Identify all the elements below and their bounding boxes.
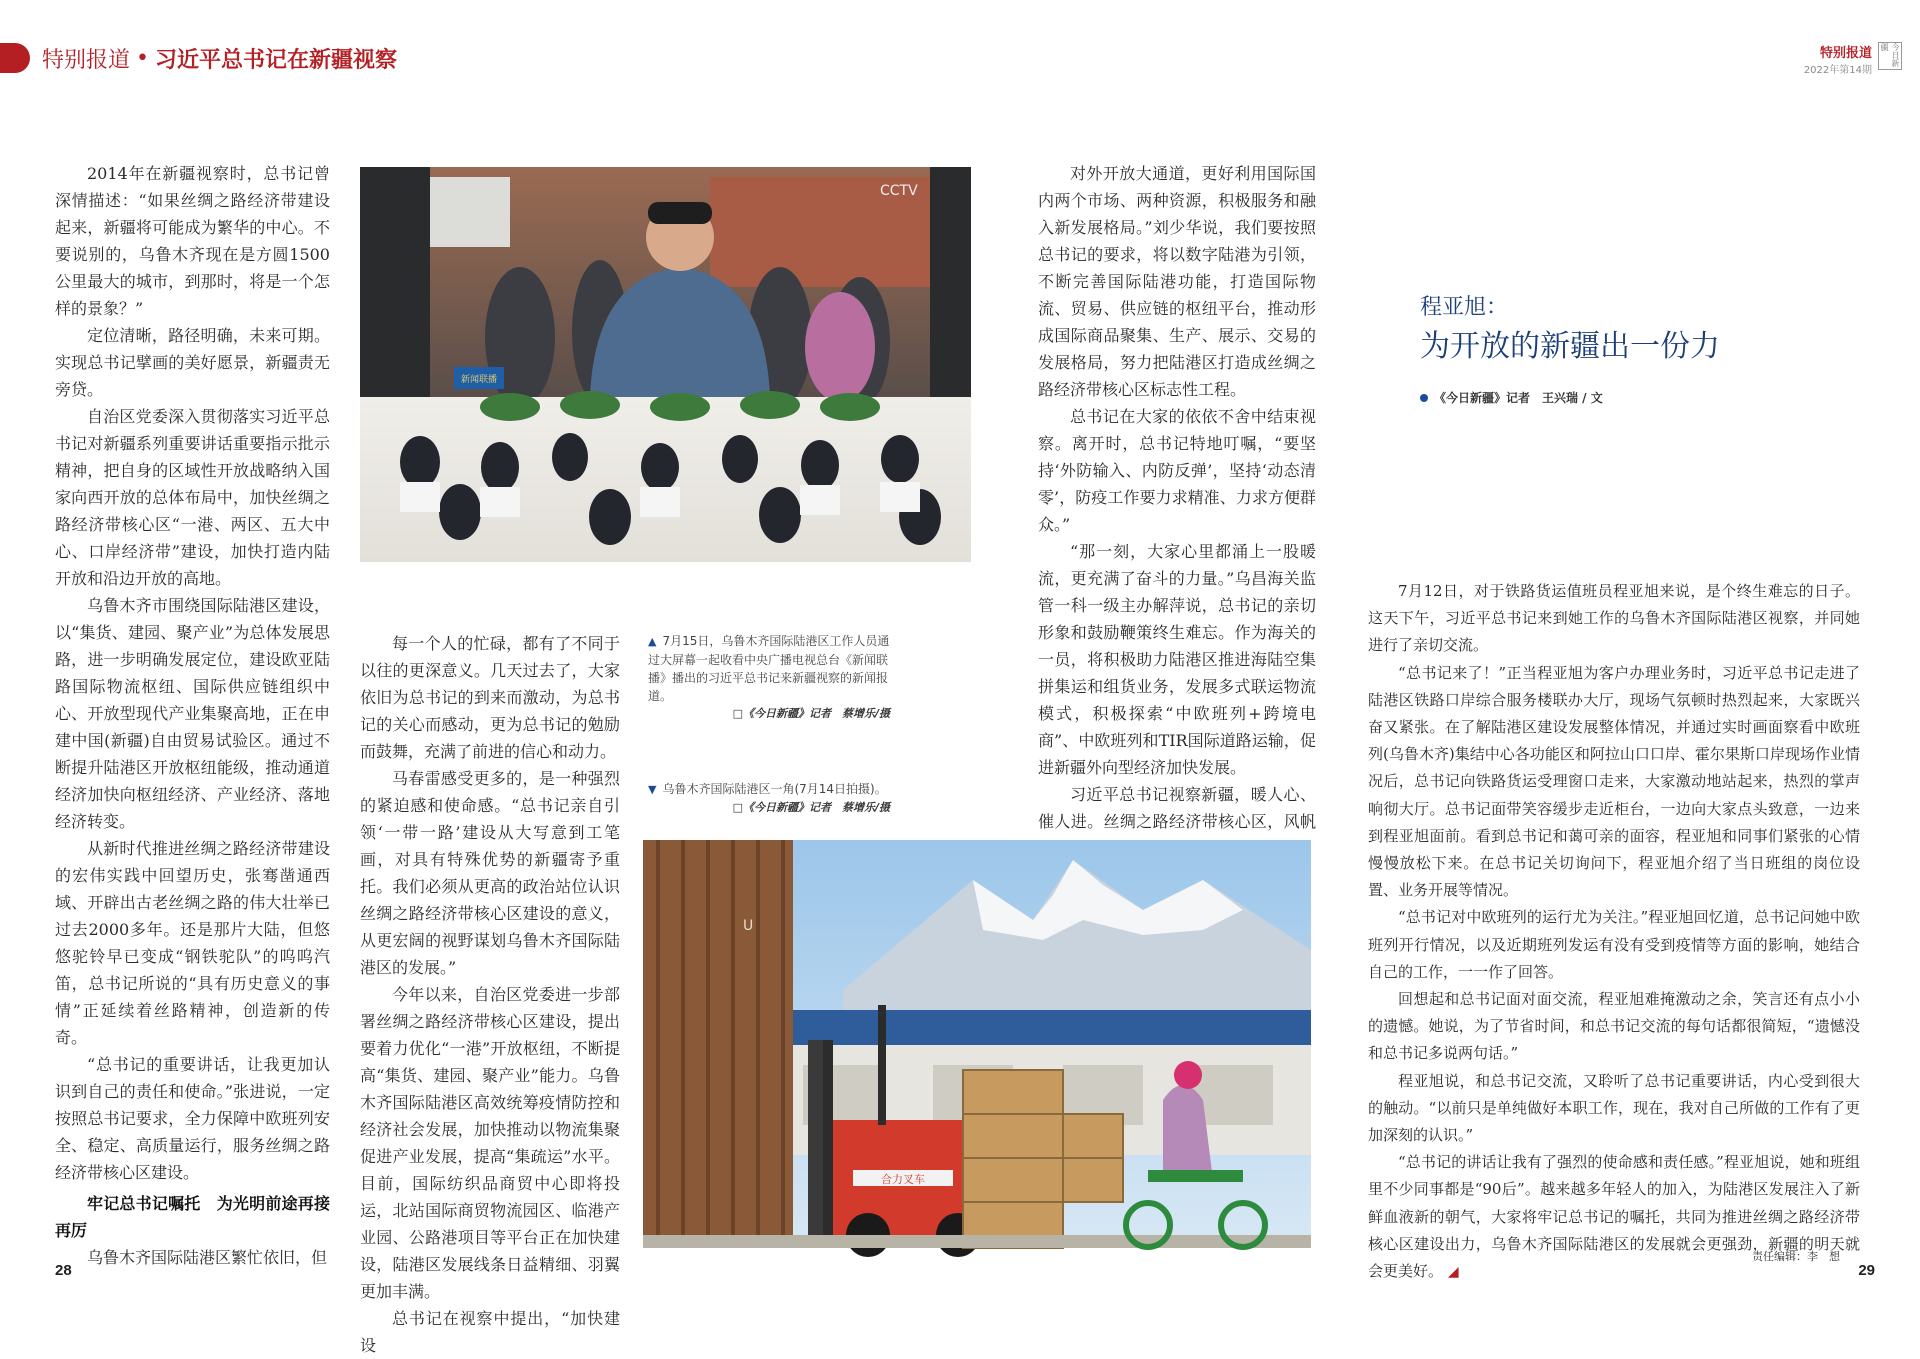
article-column-2 xyxy=(360,630,620,1355)
photo-credit: □《今日新疆》记者 蔡增乐/摄 xyxy=(732,707,890,720)
section-label: 特别报道 xyxy=(42,47,131,73)
paragraph: 马春雷感受更多的，是一种强烈的紧迫感和使命感。“总书记亲自引领‘一带一路’建设从大写意到工笔画，对具有特殊优势的新疆寄予重托。我们必须从更高的政治站位认识丝绸之路经济带核心区建设的意义，从更宏阔的视野谋划乌鲁木齐国际陆港区的发展。” xyxy=(360,769,620,977)
photo-credit: □《今日新疆》记者 蔡增乐/摄 xyxy=(732,801,890,814)
article-subhead: 牢记总书记嘱托 为光明前途再接再厉 xyxy=(55,1194,330,1240)
paragraph: 自治区党委深入贯彻落实习近平总书记对新疆系列重要讲话重要指示批示精神，把自身的区域性开放战略纳入国家向西开放的总体布局中，加快丝绸之路经济带核心区“一港、两区、五大中心、口岸经济带”建设，加快打造内陆开放和沿边开放的高地。 xyxy=(55,407,330,588)
article-column-3 xyxy=(1038,160,1316,831)
paragraph: 总书记在大家的依依不舍中结束视察。离开时，总书记特地叮嘱，“要坚持‘外防输入、内防反弹’，坚持‘动态清零’，防疫工作要力求精准、力求方便群众。” xyxy=(1038,407,1316,534)
bullet-dot-icon xyxy=(1420,394,1428,402)
triangle-down-icon: ▼ xyxy=(648,783,657,796)
caption-text: 7月15日，乌鲁木齐国际陆港区工作人员通过大屏幕一起收看中央广播电视总台《新闻联播》播出的习近平总书记来新疆视察的新闻报道。 xyxy=(648,634,890,703)
paragraph: 乌鲁木齐国际陆港区繁忙依旧，但 xyxy=(87,1248,328,1267)
header-right xyxy=(1804,42,1902,76)
photo-container-yard xyxy=(643,840,1311,1248)
feature-heading xyxy=(1420,290,1820,406)
magazine-logo-text: 今日新疆 xyxy=(1880,43,1900,67)
byline xyxy=(1420,389,1820,406)
feature-person-name: 程亚旭： xyxy=(1420,295,1509,320)
end-mark-icon: ◢ xyxy=(1443,1264,1459,1281)
paragraph: 从新时代推进丝绸之路经济带建设的宏伟实践中回望历史，张骞凿通西域、开辟出古老丝绸之路的伟大壮举已过去2000多年。还是那片大陆，但悠悠驼铃早已变成“钢铁驼队”的呜呜汽笛，总书记所说的“具有历史意义的事情”正延续着丝路精神，创造新的传奇。 xyxy=(55,839,330,1047)
caption-text: 乌鲁木齐国际陆港区一角(7月14日拍摄)。 xyxy=(662,782,887,796)
page-number-right: 29 xyxy=(1858,1262,1875,1279)
section-label-right: 特别报道 xyxy=(1819,46,1872,61)
header-left xyxy=(0,40,397,76)
section-tab-mark xyxy=(0,43,30,73)
photo-screen-broadcast xyxy=(360,167,971,562)
issue-number: 2022年第14期 xyxy=(1803,65,1872,76)
paragraph: 程亚旭说，和总书记交流，又聆听了总书记重要讲话，内心受到很大的触动。“以前只是单纯做好本职工作，现在，我对自己所做的工作有了更加深刻的认识。” xyxy=(1368,1071,1860,1145)
triangle-up-icon: ▲ xyxy=(648,635,657,648)
magazine-logo xyxy=(1878,42,1902,70)
photo-caption-1 xyxy=(648,632,890,723)
paragraph: “总书记的讲话让我有了强烈的使命感和责任感。”程亚旭说，她和班组里不少同事都是“90后”。越来越多年轻人的加入，为陆港区发展注入了新鲜血液新的朝气，大家将牢记总书记的嘱托，共同为推进丝绸之路经济带核心区建设出力，乌鲁木齐国际陆港区的发展就会更强劲，新疆的明天就会更美好。 ◢ xyxy=(1368,1153,1860,1281)
photo-caption-2 xyxy=(648,780,890,817)
article-column-1 xyxy=(55,160,330,1267)
byline-text: 《今日新疆》记者 王兴瑞 / 文 xyxy=(1434,391,1603,405)
paragraph: 今年以来，自治区党委进一步部署丝绸之路经济带核心区建设，提出要着力优化“一港”开放枢纽，不断提高“集货、建园、聚产业”能力。乌鲁木齐国际陆港区高效统筹疫情防控和经济社会发展，加快推动以物流集聚促进产业发展，提高“集疏运”水平。目前，国际纺织品商贸中心即将投运，北站国际商贸物流园区、临港产业园、公路港项目等平台正在加快建设，陆港区发展线条日益精细、羽翼更加丰满。 xyxy=(360,985,620,1301)
paragraph: 2014年在新疆视察时，总书记曾深情描述：“如果丝绸之路经济带建设起来，新疆将可能成为繁华的中心。不要说别的，乌鲁木齐现在是方圆1500公里最大的城市，到那时，将是一个怎样的景象？” xyxy=(55,164,330,318)
paragraph: 每一个人的忙碌，都有了不同于以往的更深意义。几天过去了，大家依旧为总书记的到来而激动，为总书记的关心而感动，更为总书记的勉励而鼓舞，充满了前进的信心和动力。 xyxy=(360,634,620,761)
separator-dot: • xyxy=(136,45,149,71)
paragraph: “总书记对中欧班列的运行尤为关注。”程亚旭回忆道，总书记问她中欧班列开行情况，以及近期班列发运有没有受到疫情等方面的影响，她结合自己的工作，一一作了回答。 xyxy=(1368,908,1860,981)
paragraph: 总书记在视察中提出，“加快建设 xyxy=(360,1309,620,1355)
container-code: U xyxy=(743,918,754,934)
paragraph: 回想起和总书记面对面交流，程亚旭难掩激动之余，笑言还有点小小的遗憾。她说，为了节省时间，和总书记交流的每句话都很简短，“遗憾没和总书记多说两句话。” xyxy=(1368,990,1860,1063)
feature-title: 为开放的新疆出一份力 xyxy=(1420,329,1720,364)
paragraph: 对外开放大通道，更好利用国际国内两个市场、两种资源，积极服务和融入新发展格局。”刘少华说，我们要按照总书记的要求，将以数字陆港为引领，不断完善国际陆港功能，打造国际物流、贸易、供应链的枢纽平台，推动形成国际商品聚集、生产、展示、交易的发展格局，努力把陆港区打造成丝绸之路经济带核心区标志性工程。 xyxy=(1038,164,1316,399)
paragraph: “总书记的重要讲话，让我更加认识到自己的责任和使命。”张进说，一定按照总书记要求，全力保障中欧班列安全、稳定、高质量运行，服务丝绸之路经济带核心区建设。 xyxy=(55,1055,330,1182)
cctv-logo: CCTV xyxy=(880,183,918,199)
responsible-editor: 责任编辑：李 想 xyxy=(1752,1250,1840,1263)
paragraph: 7月12日，对于铁路货运值班员程亚旭来说，是个终生难忘的日子。这天下午，习近平总书记来到她工作的乌鲁木齐国际陆港区视察，并同她进行了亲切交流。 xyxy=(1368,582,1860,655)
page-number-left: 28 xyxy=(55,1262,72,1279)
paragraph: 习近平总书记视察新疆，暖人心、催人进。丝绸之路经济带核心区，风帆 xyxy=(1038,781,1316,864)
section-title: 习近平总书记在新疆视察 xyxy=(155,47,398,73)
paragraph: “总书记来了！”正当程亚旭为客户办理业务时，习近平总书记走进了陆港区铁路口岸综合服务楼联办大厅，现场气氛顿时热烈起来，大家既兴奋又紧张。在了解陆港区建设发展整体情况，并通过实时画面察看中欧班列(乌鲁木齐)集结中心各功能区和阿拉山口口岸、霍尔果斯口岸现场作业情况后，总书记向铁路货运受理窗口走来，大家激动地站起来，热烈的掌声响彻大厅。总书记面带笑容缓步走近柜台，一边向大家点头致意，一边来到程亚旭面前。看到总书记和蔼可亲的面容，程亚旭和同事们紧张的心情慢慢放松下来。在总书记关切询问下，程亚旭介绍了当日班组的岗位设置、业务开展等情况。 xyxy=(1368,663,1860,900)
paragraph: 乌鲁木齐市围绕国际陆港区建设，以“集货、建园、聚产业”为总体发展思路，进一步明确发展定位，建设欧亚陆路国际物流枢纽、国际供应链组织中心、开放型现代产业集聚高地，正在申建中国(新疆)自由贸易试验区。通过不断提升陆港区开放枢纽能级，推动通道经济加快向枢纽经济、产业经济、落地经济转变。 xyxy=(55,596,330,831)
paragraph: “那一刻，大家心里都涌上一股暖流，更充满了奋斗的力量。”乌昌海关监管一科一级主办解萍说，总书记的亲切形象和鼓励鞭策终生难忘。作为海关的一员，将积极助力陆港区推进海陆空集拼集运和组货业务，发展多式联运物流模式，积极探索“中欧班列+跨境电商”、中欧班列和TIR国际道路运输，促进新疆外向型经济加快发展。 xyxy=(1038,542,1316,777)
paragraph: 定位清晰，路径明确，未来可期。实现总书记擘画的美好愿景，新疆责无旁贷。 xyxy=(55,326,330,399)
forklift-brand-text: 合力叉车 xyxy=(881,1173,925,1186)
news-logo: 新闻联播 xyxy=(460,375,498,385)
